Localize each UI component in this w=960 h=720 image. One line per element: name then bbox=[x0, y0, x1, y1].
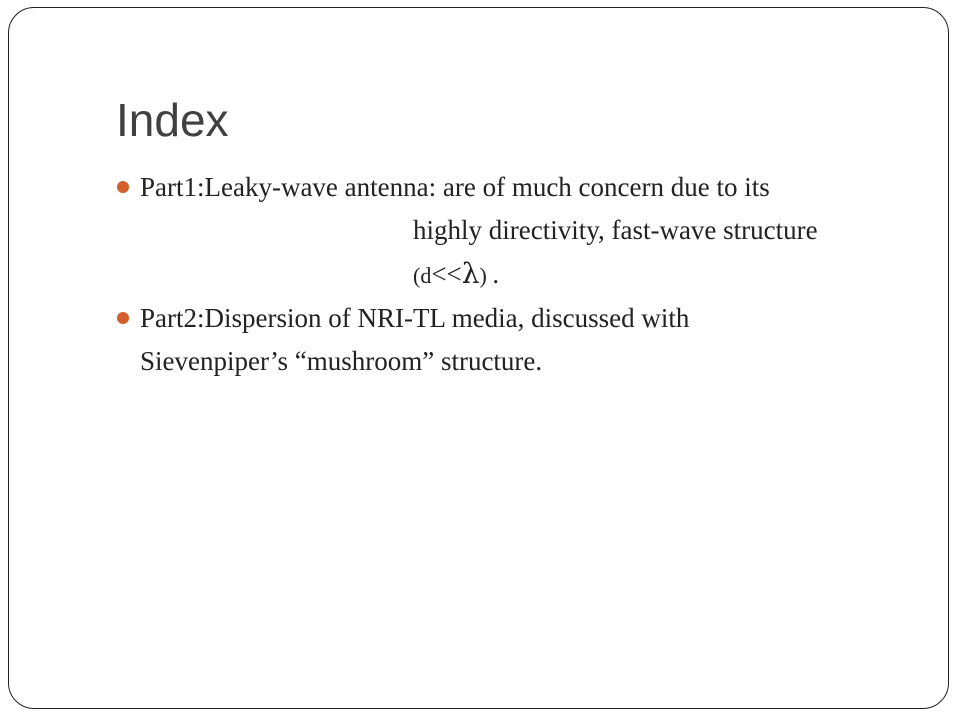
bullet-line: Sievenpiper’s “mushroom” structure. bbox=[140, 346, 543, 376]
bullet-dot-icon bbox=[117, 312, 129, 324]
slide-frame bbox=[8, 7, 949, 709]
period-text: . bbox=[492, 259, 500, 289]
paren-close-text: ) bbox=[479, 263, 487, 288]
slide-title: Index bbox=[116, 94, 229, 146]
bullet-item-part2 bbox=[117, 297, 877, 383]
bullet-line: Part2:Dispersion of NRI-TL media, discussed with bbox=[140, 303, 690, 333]
much-less-than-text: << bbox=[431, 259, 462, 289]
paren-open-text: (d bbox=[413, 263, 432, 288]
bullet-item-part1 bbox=[117, 166, 877, 297]
bullet-list bbox=[117, 166, 877, 383]
bullet-line: highly directivity, fast-wave structure bbox=[413, 215, 818, 245]
bullet-line: Part1:Leaky-wave antenna: are of much concern due to its bbox=[140, 172, 770, 202]
bullet-dot-icon bbox=[117, 181, 129, 193]
lambda-symbol: λ bbox=[461, 257, 480, 290]
bullet-line-formula bbox=[140, 252, 877, 297]
